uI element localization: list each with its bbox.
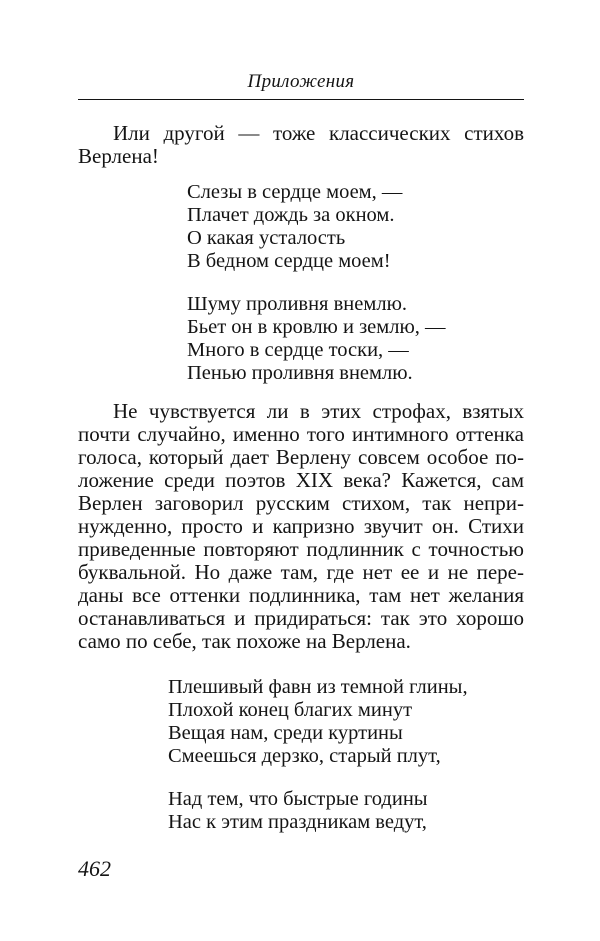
paragraph-line: само по себе, так похоже на Верлена. (78, 629, 411, 653)
verse-line: Вещая нам, среди куртины (168, 722, 403, 744)
paragraph-line: даны все оттенки подлинника, там нет желания (78, 583, 524, 607)
paragraph-line: Не чувствуется ли в этих строфах, взятых (113, 399, 524, 423)
paragraph-line: нужденно, просто и капризно звучит он. Стихи (78, 514, 524, 538)
paragraph-line: почти случайно, именно того интимного оттенка (78, 422, 524, 446)
paragraph-line: буквальной. Но даже там, где нет ее и не пере- (78, 560, 524, 584)
paragraph-line: Верлен заговорил русским стихом, так непри- (78, 491, 524, 515)
stanza-gap (187, 273, 446, 293)
verse-line: Плохой конец благих минут (168, 699, 413, 721)
verse-line: Бьет он в кровлю и землю, — (187, 316, 446, 338)
paragraph-line: приведенные повторяют подлинник с точностью (78, 537, 524, 561)
verse-line: В бедном сердце моем! (187, 250, 391, 272)
paragraph-line: ложение среди поэтов XIX века? Кажется, сам (78, 468, 524, 492)
verse-line: Плачет дождь за окном. (187, 204, 395, 226)
verse-line: О какая усталость (187, 227, 346, 249)
paragraph-line: Или другой — тоже классических стихов (113, 121, 524, 145)
paragraph-line: останавливаться и придираться: так это хорошо (78, 606, 524, 630)
stanza-gap (168, 768, 468, 788)
verse-line: Шуму проливня внемлю. (187, 293, 408, 315)
verse-line: Много в сердце тоски, — (187, 339, 409, 361)
verse-line: Слезы в сердце моем, — (187, 181, 403, 203)
verse-line: Пенью проливня внемлю. (187, 362, 413, 384)
verse-line: Над тем, что быстрые годины (168, 788, 428, 810)
paragraph-line: голоса, который дает Верлену совсем особое по- (78, 445, 524, 469)
poem-excerpt-2 (168, 676, 468, 834)
verse-line: Смеешься дерзко, старый плут, (168, 745, 441, 767)
paragraph-line: Верлена! (78, 144, 159, 168)
main-paragraph (78, 400, 524, 653)
verse-line: Плешивый фавн из темной глины, (168, 676, 468, 698)
running-head: Приложения (247, 71, 355, 92)
header-rule (78, 99, 524, 100)
poem-excerpt-1 (187, 181, 446, 385)
page-number: 462 (78, 856, 111, 881)
intro-paragraph (78, 122, 524, 168)
verse-line: Нас к этим праздникам ведут, (168, 811, 427, 833)
